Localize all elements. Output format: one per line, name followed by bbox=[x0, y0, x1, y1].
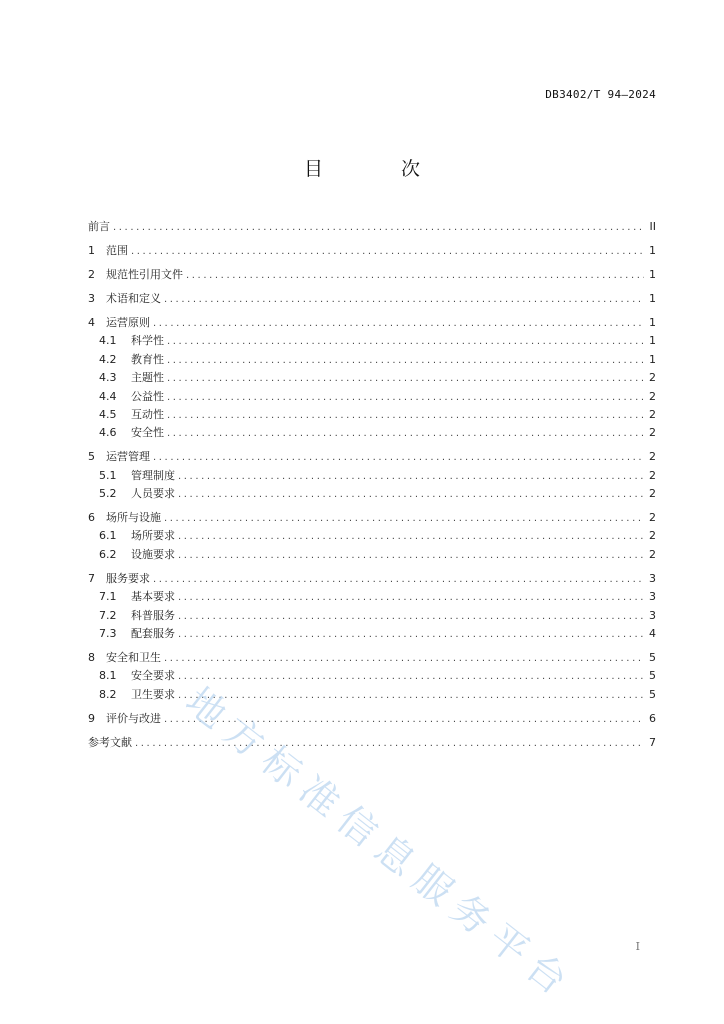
toc-entry-label: 运营管理 bbox=[106, 450, 150, 464]
toc-entry-number: 8 bbox=[88, 650, 95, 664]
dot-leader bbox=[164, 711, 644, 729]
toc-entry[interactable] bbox=[88, 485, 656, 503]
toc-entry[interactable] bbox=[88, 314, 656, 332]
dot-leader bbox=[164, 650, 644, 668]
toc-entry-page: 2 bbox=[649, 468, 656, 482]
toc-entry-label: 服务要求 bbox=[106, 571, 150, 585]
toc-entry-number: 6.1 bbox=[99, 529, 117, 543]
toc-entry-label: 公益性 bbox=[131, 389, 164, 403]
dot-leader bbox=[164, 510, 644, 528]
dot-leader bbox=[178, 687, 644, 705]
dot-leader bbox=[167, 352, 644, 370]
toc-entry[interactable] bbox=[88, 242, 656, 260]
toc-entry[interactable] bbox=[88, 388, 656, 406]
toc-entry-number: 4.4 bbox=[99, 389, 117, 403]
dot-leader bbox=[186, 267, 644, 285]
toc-entry-label: 参考文献 bbox=[88, 735, 132, 749]
toc-entry-page: 3 bbox=[649, 571, 656, 585]
toc-entry-page: 2 bbox=[649, 547, 656, 561]
toc-entry[interactable] bbox=[88, 509, 656, 527]
toc-entry-page: 1 bbox=[649, 352, 656, 366]
dot-leader bbox=[167, 389, 644, 407]
dot-leader bbox=[178, 528, 644, 546]
toc-entry[interactable] bbox=[88, 710, 656, 728]
dot-leader bbox=[153, 315, 644, 333]
toc-entry-number: 3 bbox=[88, 291, 95, 305]
dot-leader bbox=[178, 626, 644, 644]
toc-entry[interactable] bbox=[88, 448, 656, 466]
toc-entry-page: 1 bbox=[649, 334, 656, 348]
toc-entry-page: 5 bbox=[649, 650, 656, 664]
toc-entry-page: 2 bbox=[649, 529, 656, 543]
toc-entry-label: 运营原则 bbox=[106, 315, 150, 329]
toc-entry[interactable] bbox=[88, 588, 656, 606]
dot-leader bbox=[178, 589, 644, 607]
toc-entry-number: 4.5 bbox=[99, 407, 117, 421]
toc-entry-label: 安全和卫生 bbox=[106, 650, 161, 664]
toc-entry-number: 6.2 bbox=[99, 547, 117, 561]
toc-entry-number: 8.2 bbox=[99, 687, 117, 701]
toc-entry-page: 2 bbox=[649, 511, 656, 525]
toc-entry[interactable] bbox=[88, 667, 656, 685]
table-of-contents bbox=[88, 218, 656, 752]
toc-entry-page: 3 bbox=[649, 608, 656, 622]
toc-entry-label: 场所与设施 bbox=[106, 511, 161, 525]
toc-entry[interactable] bbox=[88, 649, 656, 667]
toc-entry[interactable] bbox=[88, 424, 656, 442]
dot-leader bbox=[178, 468, 644, 486]
toc-entry[interactable] bbox=[88, 734, 656, 752]
toc-entry-label: 范围 bbox=[106, 243, 128, 257]
toc-entry[interactable] bbox=[88, 218, 656, 236]
toc-entry-label: 安全性 bbox=[131, 426, 164, 440]
toc-entry-page: II bbox=[649, 220, 656, 233]
toc-entry-number: 2 bbox=[88, 267, 95, 281]
toc-entry-page: 5 bbox=[649, 687, 656, 701]
toc-entry-label: 人员要求 bbox=[131, 487, 175, 501]
toc-entry-number: 7 bbox=[88, 571, 95, 585]
dot-leader bbox=[167, 333, 644, 351]
toc-entry[interactable] bbox=[88, 686, 656, 704]
toc-entry[interactable] bbox=[88, 625, 656, 643]
toc-entry-label: 场所要求 bbox=[131, 529, 175, 543]
toc-entry-number: 4.1 bbox=[99, 334, 117, 348]
dot-leader bbox=[135, 735, 644, 753]
dot-leader bbox=[167, 407, 644, 425]
toc-entry-page: 2 bbox=[649, 426, 656, 440]
toc-entry-label: 管理制度 bbox=[131, 468, 175, 482]
toc-entry-number: 7.2 bbox=[99, 608, 117, 622]
toc-entry-page: 6 bbox=[649, 711, 656, 725]
toc-entry-label: 评价与改进 bbox=[106, 711, 161, 725]
dot-leader bbox=[167, 370, 644, 388]
dot-leader bbox=[178, 668, 644, 686]
toc-entry-page: 2 bbox=[649, 450, 656, 464]
toc-entry-label: 科学性 bbox=[131, 334, 164, 348]
toc-entry-number: 1 bbox=[88, 243, 95, 257]
toc-entry-label: 卫生要求 bbox=[131, 687, 175, 701]
dot-leader bbox=[131, 243, 644, 261]
watermark: 地方标准信息服务平台 bbox=[177, 678, 583, 1009]
toc-entry-page: 4 bbox=[649, 626, 656, 640]
dot-leader bbox=[178, 486, 644, 504]
toc-entry-number: 7.1 bbox=[99, 590, 117, 604]
toc-entry[interactable] bbox=[88, 607, 656, 625]
dot-leader bbox=[167, 425, 644, 443]
toc-entry-page: 2 bbox=[649, 407, 656, 421]
standard-code: DB3402/T 94—2024 bbox=[545, 88, 656, 101]
dot-leader bbox=[153, 449, 644, 467]
toc-entry-label: 科普服务 bbox=[131, 608, 175, 622]
toc-entry[interactable] bbox=[88, 351, 656, 369]
toc-entry[interactable] bbox=[88, 266, 656, 284]
toc-entry[interactable] bbox=[88, 332, 656, 350]
toc-entry-number: 9 bbox=[88, 711, 95, 725]
toc-entry-number: 8.1 bbox=[99, 669, 117, 683]
toc-entry-number: 5 bbox=[88, 450, 95, 464]
toc-entry-page: 1 bbox=[649, 243, 656, 257]
toc-entry-page: 1 bbox=[649, 315, 656, 329]
page-number: I bbox=[635, 940, 640, 953]
dot-leader bbox=[178, 547, 644, 565]
toc-entry-label: 术语和定义 bbox=[106, 291, 161, 305]
toc-entry-number: 4.6 bbox=[99, 426, 117, 440]
dot-leader bbox=[178, 608, 644, 626]
toc-entry-label: 互动性 bbox=[131, 407, 164, 421]
toc-entry[interactable] bbox=[88, 570, 656, 588]
toc-entry-label: 基本要求 bbox=[131, 590, 175, 604]
toc-entry[interactable] bbox=[88, 290, 656, 308]
toc-entry-number: 4 bbox=[88, 315, 95, 329]
toc-entry[interactable] bbox=[88, 406, 656, 424]
toc-entry-number: 6 bbox=[88, 511, 95, 525]
toc-entry-page: 2 bbox=[649, 389, 656, 403]
dot-leader bbox=[113, 219, 644, 237]
toc-entry-page: 2 bbox=[649, 487, 656, 501]
toc-entry-label: 规范性引用文件 bbox=[106, 267, 183, 281]
toc-entry[interactable] bbox=[88, 546, 656, 564]
page-title: 目 次 bbox=[303, 158, 457, 180]
dot-leader bbox=[153, 571, 644, 589]
toc-entry-number: 5.1 bbox=[99, 468, 117, 482]
toc-entry-page: 1 bbox=[649, 291, 656, 305]
toc-entry[interactable] bbox=[88, 467, 656, 485]
toc-entry-label: 安全要求 bbox=[131, 669, 175, 683]
toc-entry-number: 4.3 bbox=[99, 371, 117, 385]
toc-entry-page: 5 bbox=[649, 669, 656, 683]
toc-entry-label: 教育性 bbox=[131, 352, 164, 366]
toc-entry-label: 主题性 bbox=[131, 371, 164, 385]
toc-entry-label: 设施要求 bbox=[131, 547, 175, 561]
toc-entry-number: 4.2 bbox=[99, 352, 117, 366]
toc-entry-page: 7 bbox=[649, 735, 656, 749]
toc-entry-page: 1 bbox=[649, 267, 656, 281]
toc-entry-label: 配套服务 bbox=[131, 626, 175, 640]
toc-entry-page: 3 bbox=[649, 590, 656, 604]
toc-entry-label: 前言 bbox=[88, 220, 110, 233]
dot-leader bbox=[164, 291, 644, 309]
toc-entry-number: 7.3 bbox=[99, 626, 117, 640]
toc-entry[interactable] bbox=[88, 527, 656, 545]
toc-entry[interactable] bbox=[88, 369, 656, 387]
toc-entry-number: 5.2 bbox=[99, 487, 117, 501]
toc-entry-page: 2 bbox=[649, 371, 656, 385]
